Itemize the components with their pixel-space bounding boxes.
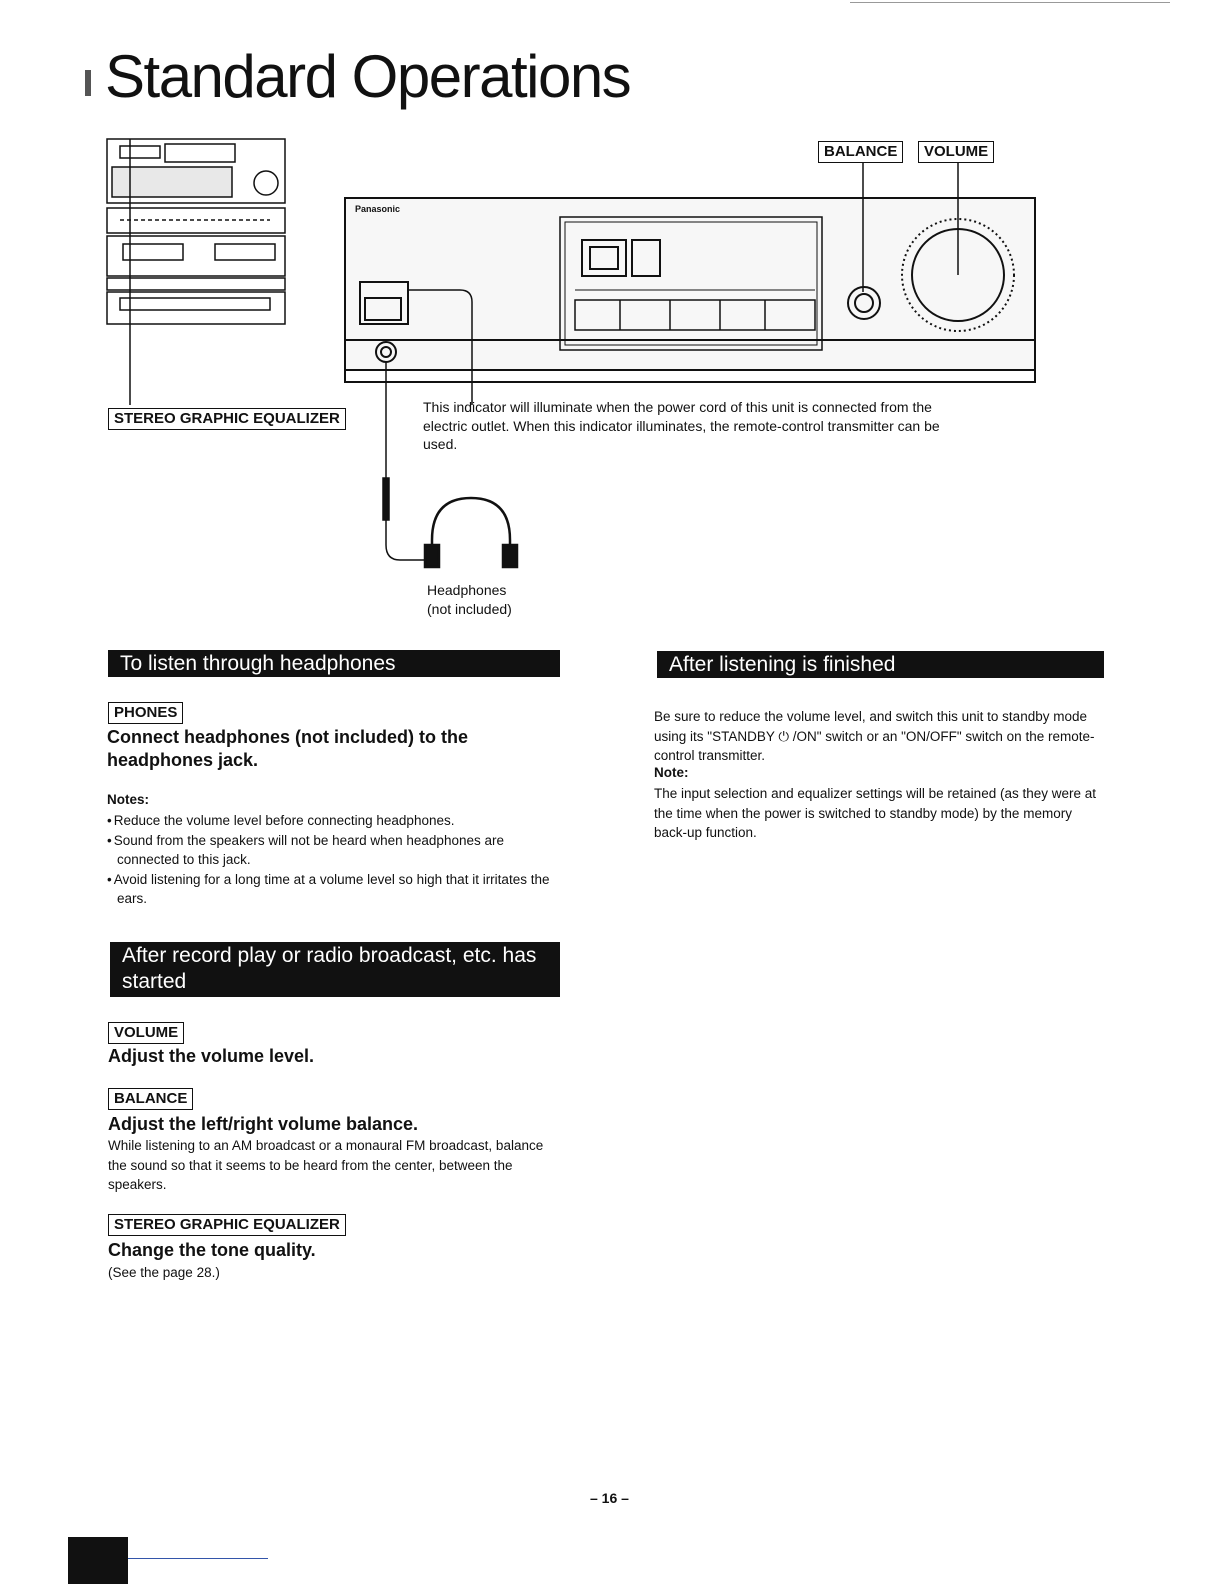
list-item: • Avoid listening for a long time at a volume level so high that it irritates the ears. (107, 870, 562, 909)
equalizer-label: STEREO GRAPHIC EQUALIZER (108, 408, 346, 430)
note-text: The input selection and equalizer settings will be retained (as they were at the time when the power is switched to standby mode) by the memory back-up function. (654, 786, 1096, 840)
notes-title: Notes: (107, 792, 150, 807)
list-item: • Reduce the volume level before connecting headphones. (107, 811, 562, 831)
balance-description: While listening to an AM broadcast or a monaural FM broadcast, balance the sound so that it seems to be heard from the center, between the speakers. (108, 1138, 544, 1192)
section-banner-after-finished: After listening is finished (657, 651, 1104, 678)
page-number: – 16 – (590, 1490, 629, 1506)
phones-instruction: Connect headphones (not included) to the headphones jack. (107, 727, 468, 770)
stereo-system-illustration (107, 139, 285, 405)
headphones-caption-note: (not included) (427, 601, 512, 617)
list-item: • Sound from the speakers will not be heard when headphones are connected to this jack. (107, 831, 562, 870)
page-title: Standard Operations (105, 43, 631, 110)
balance-label: BALANCE (818, 141, 903, 163)
balance-instruction: Adjust the left/right volume balance. (108, 1114, 419, 1134)
equalizer-key-label: STEREO GRAPHIC EQUALIZER (108, 1214, 346, 1236)
headphones-illustration (425, 498, 517, 567)
headphones-caption: Headphones (427, 582, 507, 598)
scan-mark (128, 1558, 268, 1559)
scan-mark (850, 2, 1170, 3)
amplifier-diagram (0, 0, 1224, 640)
section-banner-headphones: To listen through headphones (108, 650, 560, 677)
volume-key-label: VOLUME (108, 1022, 184, 1044)
phones-key-label: PHONES (108, 702, 183, 724)
scan-mark (85, 70, 91, 96)
section-banner-after-start: After record play or radio broadcast, etc. has started (110, 942, 560, 997)
volume-instruction: Adjust the volume level. (108, 1046, 315, 1066)
equalizer-instruction: Change the tone quality. (108, 1240, 316, 1260)
equalizer-page-reference: (See the page 28.) (108, 1265, 220, 1280)
balance-key-label: BALANCE (108, 1088, 193, 1110)
svg-text:Panasonic: Panasonic (355, 204, 401, 214)
indicator-description: This indicator will illuminate when the power cord of this unit is connected from the electric outlet. When this indicator illuminates, the remote-control transmitter can be used. (423, 399, 940, 452)
volume-label: VOLUME (918, 141, 994, 163)
note-title: Note: (654, 765, 689, 780)
after-finished-description: Be sure to reduce the volume level, and switch this unit to standby mode using its "STANDBY ⏻ /ON" switch or an "ON/OFF" switch on the remote-control transmitter. (654, 709, 1095, 763)
scan-mark (68, 1537, 128, 1584)
notes-list (107, 811, 562, 909)
